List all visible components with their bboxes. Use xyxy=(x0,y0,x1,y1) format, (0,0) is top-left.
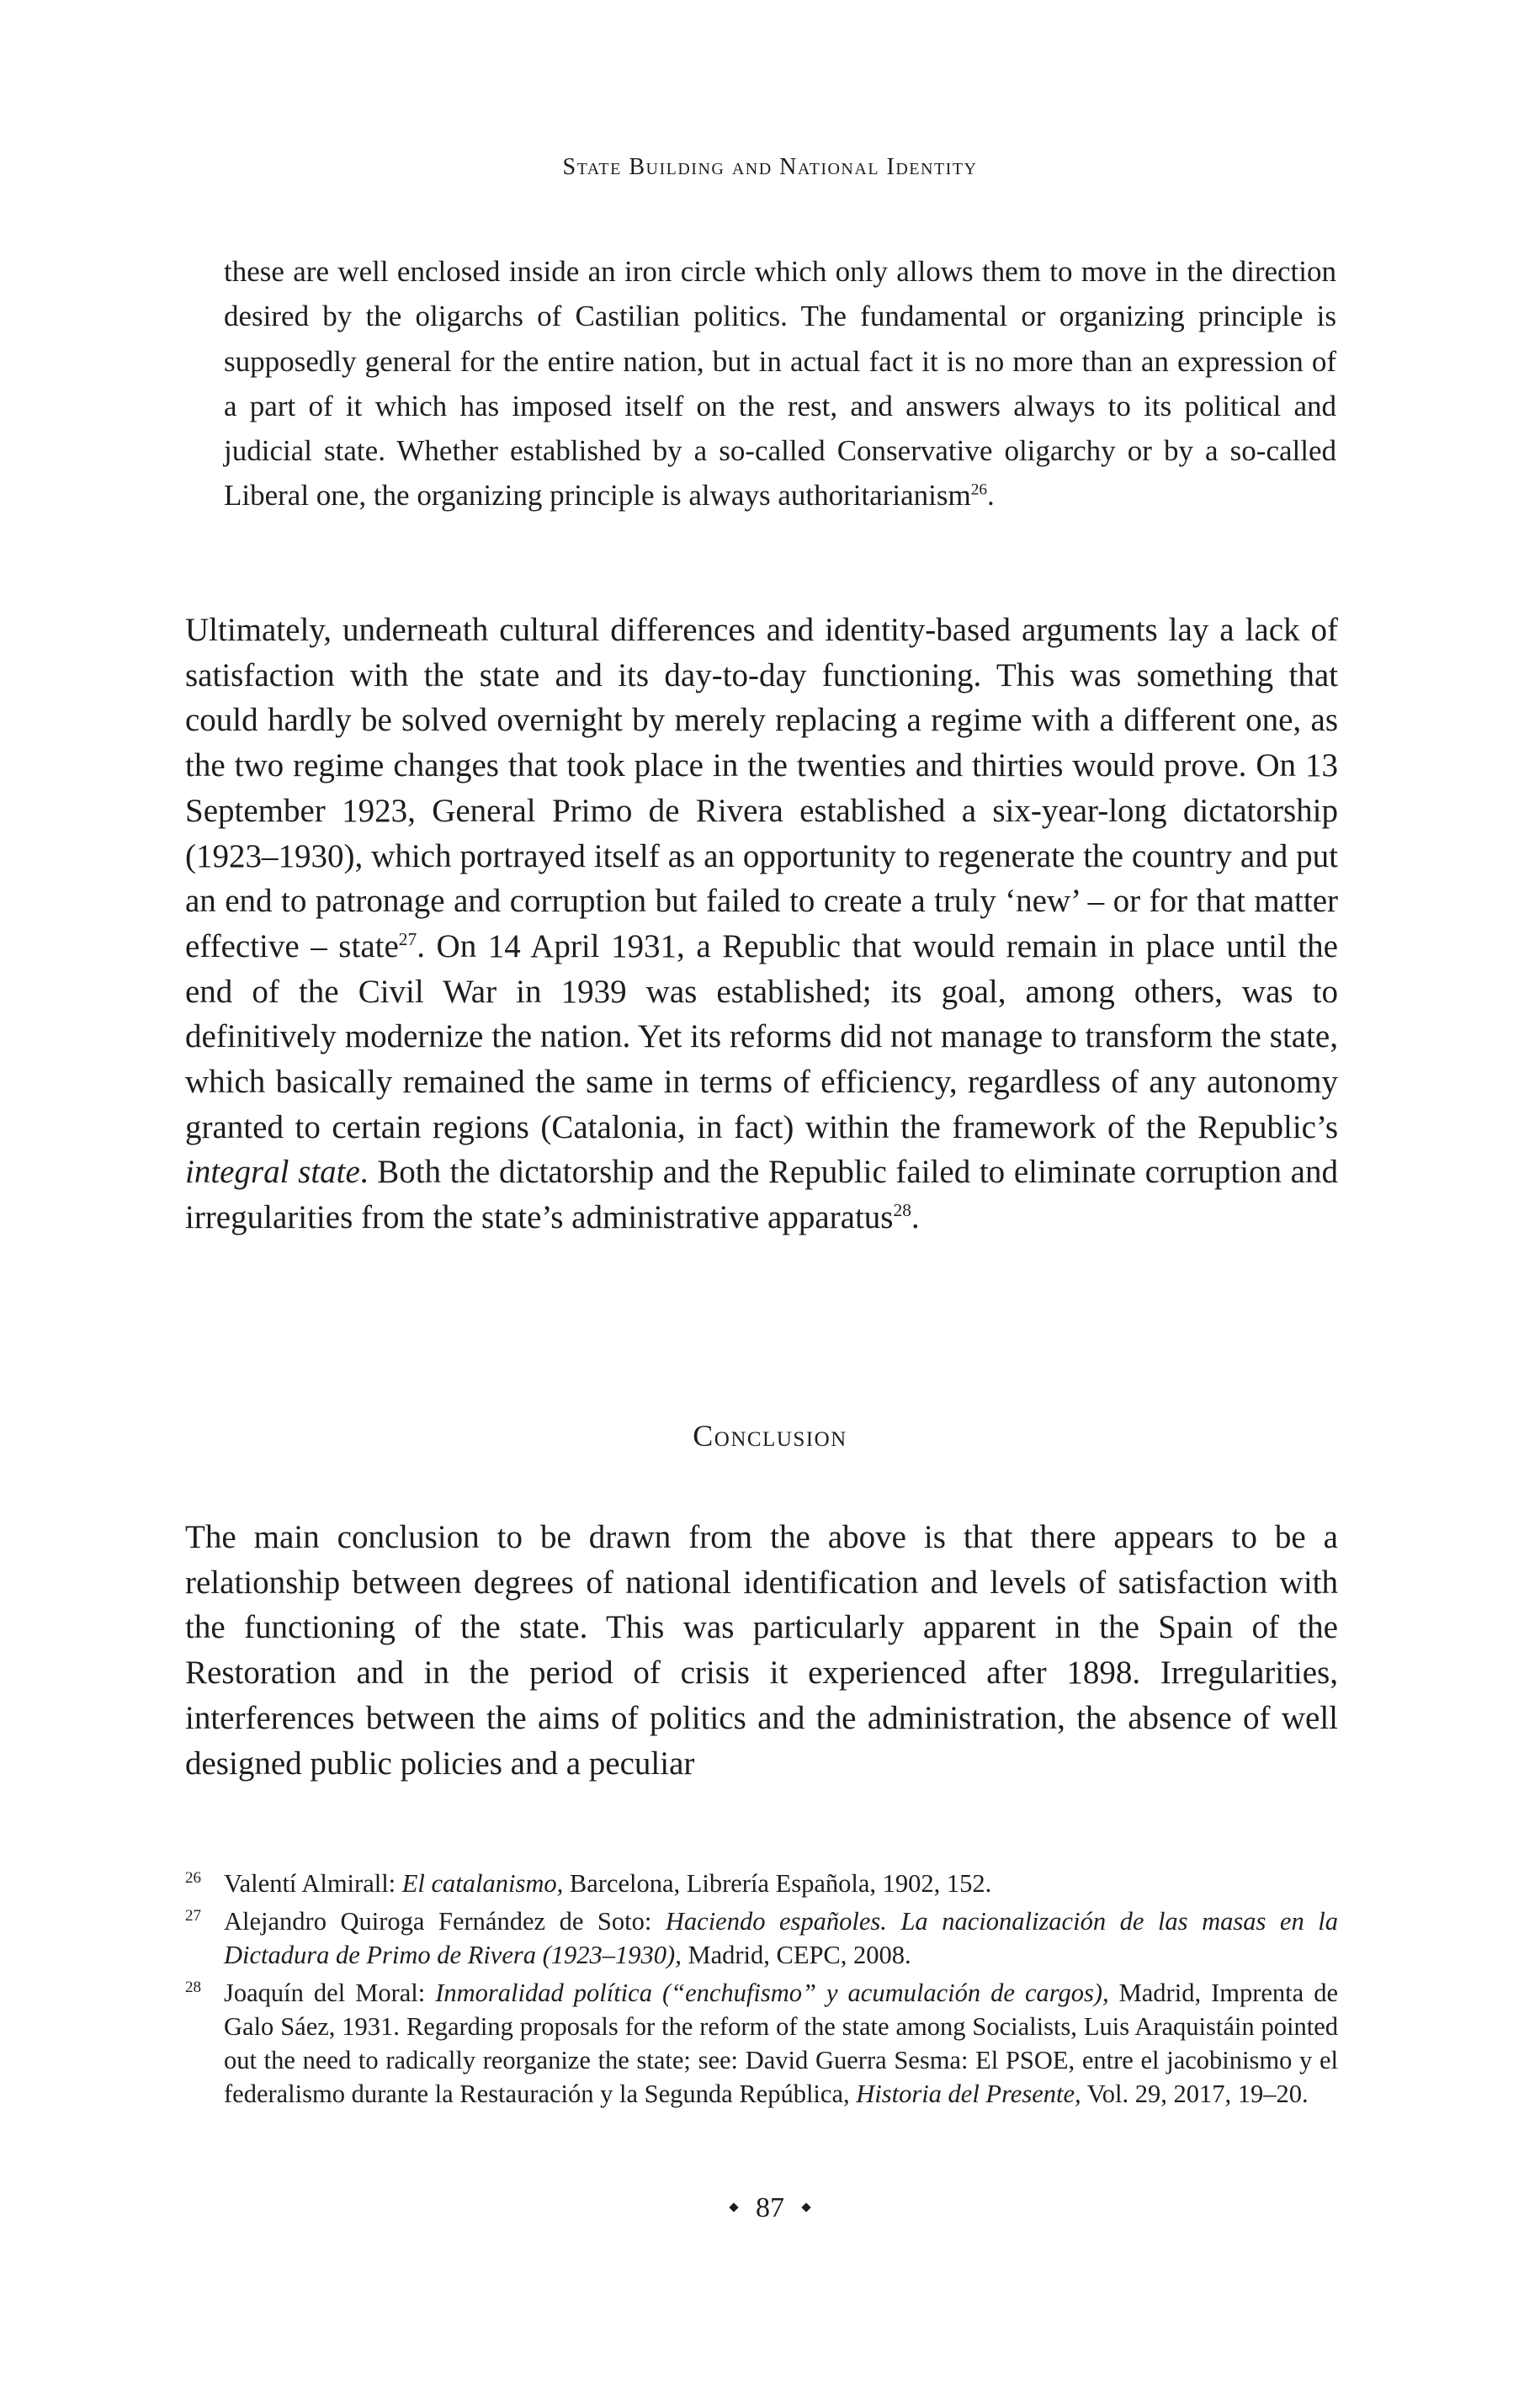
running-head: State Building and National Identity xyxy=(562,154,978,180)
footnote-number: 27 xyxy=(185,1907,201,1925)
footnote-number: 28 xyxy=(185,1979,201,1996)
footnote-number: 26 xyxy=(185,1869,201,1887)
block-quote-end: . xyxy=(986,479,995,513)
body-paragraph-2 xyxy=(185,1515,1338,1786)
block-quote-text: these are well enclosed inside an iron circle which only allows them to move in the direction desired by the oligarchs of Castilian politics. The fundamental or organizing principle is supposedly general for the entire nation, but in actual fact it is no more than an expression of a part of it which has imposed itself on the rest, and answers always to its political and judicial state. Whether established by a so-called Conservative oligarchy or by a so-called Liberal one, the organizing principle is always authoritarianism xyxy=(224,255,1336,513)
paragraph-end: . xyxy=(911,1199,920,1236)
body-paragraph-1 xyxy=(185,608,1338,1240)
footnote-title: Haciendo españoles. La nacionalización de las masas en la Dictadura de Primo de Rivera (1923–1930), xyxy=(224,1907,1338,1969)
footnote-author: Valentí Almirall: xyxy=(224,1869,402,1898)
footnote-27 xyxy=(185,1904,1338,1972)
paragraph-text: Ultimately, underneath cultural differences and identity-based arguments lay a lack of satisfaction with the state and its day-to-day functioning. This was something that could hardly be solved overnight by merely replacing a regime with a different one, as the two regime changes that took place in the twenties and thirties would prove. On 13 September 1923, General Primo de Rivera established a six-year-long dictatorship (1923–1930), which portrayed itself as an opportunity to regenerate the country and put an end to patronage and corruption but failed to create a truly ‘new’ – or for that matter effective – state xyxy=(185,612,1338,964)
footnote-rest: Madrid, Imprenta de Galo Sáez, 1931. Regarding proposals for the reform of the state among Socialists, Luis Araquistáin pointed out the need to radically reorganize the state; see: David Guerra Sesma: El PSOE, entre el jacobinismo y el federalismo durante la Restauración y la Segunda República, xyxy=(224,1979,1338,2108)
bullet-diamond-icon xyxy=(801,2203,810,2212)
footnotes xyxy=(185,1867,1338,2115)
paragraph-text: . On 14 April 1931, a Republic that would remain in place until the end of the Civil War in 1939 was established; its goal, among others, was to definitively modernize the nation. Yet its reforms did not manage to transform the state, which basically remained the same in terms of efficiency, regardless of any autonomy granted to certain regions (Catalonia, in fact) within the framework of the Republic’s xyxy=(185,927,1338,1145)
footnote-journal: Historia del Presente, xyxy=(856,2080,1081,2108)
page-number: 87 xyxy=(756,2192,784,2223)
paragraph-text: . Both the dictatorship and the Republic failed to eliminate corruption and irregularities from the state’s administrative apparatus xyxy=(185,1154,1338,1236)
block-quote xyxy=(224,249,1336,518)
footnote-ref-26[interactable]: 26 xyxy=(970,481,987,499)
paragraph-text: The main conclusion to be drawn from the above is that there appears to be a relationship between degrees of national identification and levels of satisfaction with the functioning of the state. This was particularly apparent in the Spain of the Restoration and in the period of crisis it experienced after 1898. Irregularities, interferences between the aims of politics and the administration, the absence of well designed public policies and a peculiar xyxy=(185,1519,1338,1782)
footnote-26 xyxy=(185,1867,1338,1900)
footnote-rest: Barcelona, Librería Española, 1902, 152. xyxy=(563,1869,992,1898)
footnote-author: Alejandro Quiroga Fernández de Soto: xyxy=(224,1907,666,1936)
footnote-title: El catalanismo, xyxy=(401,1869,564,1898)
footnote-title: Inmoralidad política (“enchufismo” y acumulación de cargos), xyxy=(435,1979,1109,2007)
footnote-28 xyxy=(185,1976,1338,2111)
footnote-rest: Madrid, CEPC, 2008. xyxy=(681,1941,911,1969)
footnote-author: Joaquín del Moral: xyxy=(224,1979,436,2007)
italic-term: integral state xyxy=(185,1154,360,1191)
footnote-ref-28[interactable]: 28 xyxy=(893,1200,911,1221)
footnote-rest: Vol. 29, 2017, 19–20. xyxy=(1081,2080,1309,2108)
bullet-diamond-icon xyxy=(729,2203,738,2212)
page-number-footer xyxy=(0,2192,1540,2224)
footnote-ref-27[interactable]: 27 xyxy=(398,928,417,949)
section-heading: Conclusion xyxy=(693,1419,847,1453)
